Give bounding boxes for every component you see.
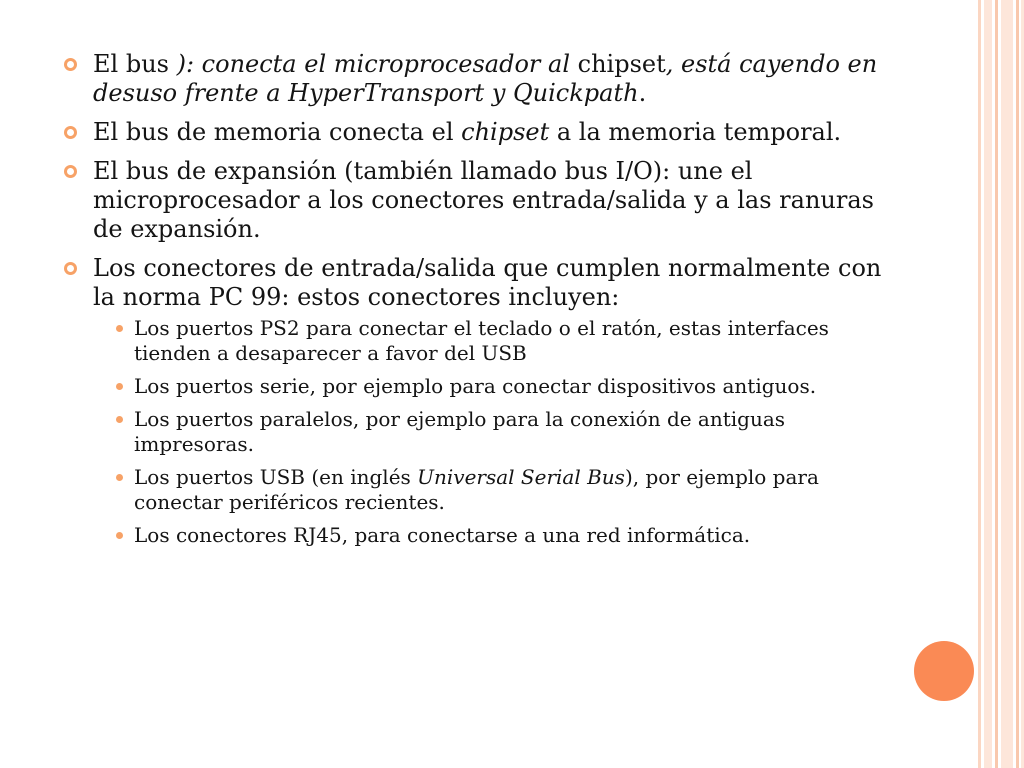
ring-bullet-icon (64, 262, 77, 275)
bullet-text-1a: El bus (93, 50, 177, 78)
dot-bullet-icon (116, 383, 123, 390)
subbullet-text-2: Los puertos serie, por ejemplo para conectar dispositivos antiguos. (134, 374, 817, 398)
bullet-text-1c: chipset (570, 50, 666, 78)
bullet-text-1d: , está cayendo en desuso frente a HyperTransport y Quickpath (93, 50, 878, 107)
ring-bullet-icon (64, 58, 77, 71)
decor-stripe-1 (978, 0, 981, 768)
decor-orange-circle (914, 641, 974, 701)
bullet-item-conectores (64, 254, 899, 312)
decor-stripe-3 (995, 0, 998, 768)
bullet-text-1e: . (638, 79, 647, 107)
slide-content (64, 50, 899, 556)
subbullet-text-4b: Universal Serial Bus (417, 465, 625, 489)
subbullet-text-4c: ), por ejemplo para conectar periféricos recientes. (134, 465, 819, 514)
bullet-item-bus-expansion (64, 157, 899, 244)
bullet-text-3: El bus de expansión (también llamado bus I/O): une el microprocesador a los conectores entrada/salida y a las ranuras de expansión. (93, 157, 874, 243)
bullet-text-1b: ): conecta el microprocesador al (176, 50, 571, 78)
subbullet-text-3: Los puertos paralelos, por ejemplo para la conexión de antiguas impresoras. (134, 407, 786, 456)
dot-bullet-icon (116, 532, 123, 539)
ring-bullet-icon (64, 126, 77, 139)
decor-stripe-2 (984, 0, 992, 768)
subbullet-item-usb (93, 465, 899, 515)
bullet-item-bus-chipset (64, 50, 899, 108)
decor-stripe-4 (1001, 0, 1013, 768)
ring-bullet-icon (64, 165, 77, 178)
subbullet-text-4a: Los puertos USB (en inglés (134, 465, 418, 489)
subbullet-item-paralelos (93, 407, 899, 457)
bullet-text-2c: a la memoria temporal. (549, 118, 842, 146)
decor-stripe-5 (1016, 0, 1019, 768)
subbullet-item-rj45 (93, 523, 899, 548)
dot-bullet-icon (116, 474, 123, 481)
bullet-item-bus-memoria (64, 118, 899, 147)
dot-bullet-icon (116, 325, 123, 332)
dot-bullet-icon (116, 416, 123, 423)
subbullet-item-serie (93, 374, 899, 399)
subbullet-text-5: Los conectores RJ45, para conectarse a una red informática. (134, 523, 751, 547)
subbullet-item-ps2 (93, 316, 899, 366)
subbullet-text-1: Los puertos PS2 para conectar el teclado o el ratón, estas interfaces tienden a desaparecer a favor del USB (134, 316, 829, 365)
bullet-text-2b: chipset (461, 118, 550, 146)
bullet-text-4: Los conectores de entrada/salida que cumplen normalmente con la norma PC 99: estos conectores incluyen: (93, 254, 882, 311)
bullet-text-2a: El bus de memoria conecta el (93, 118, 462, 146)
